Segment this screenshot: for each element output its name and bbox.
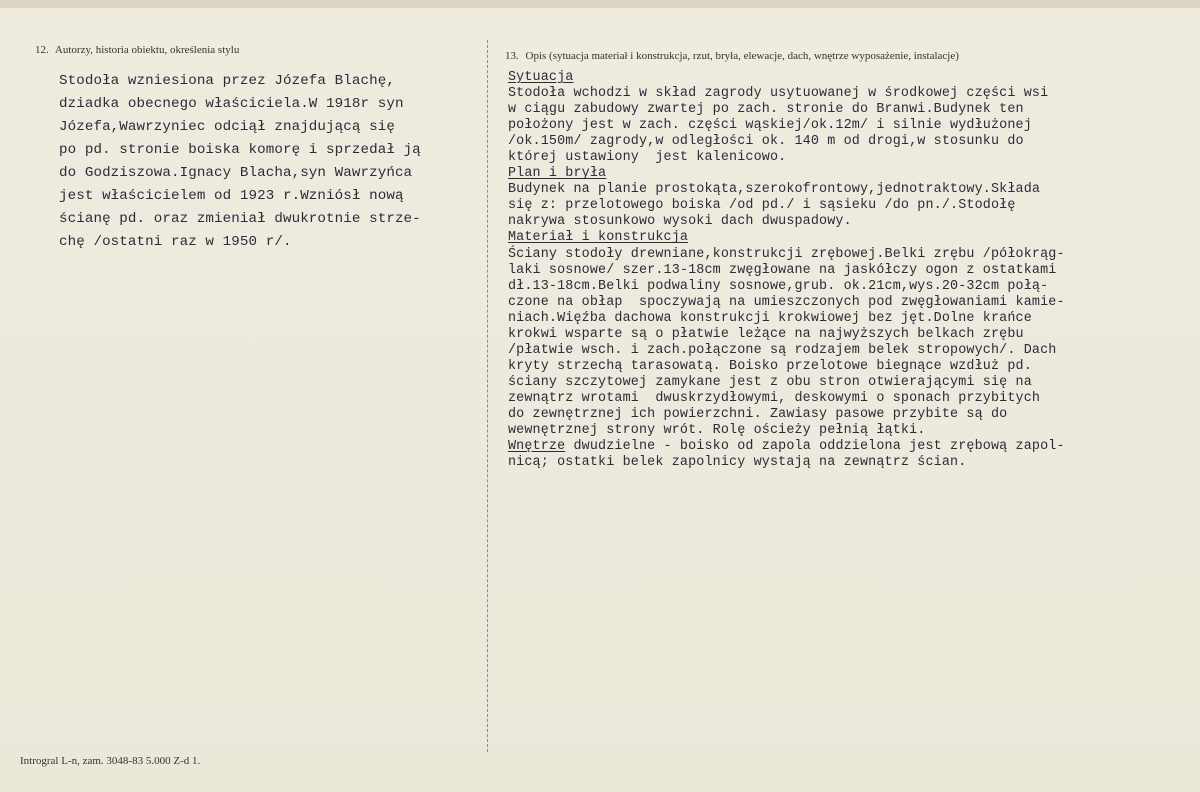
typed-line: zewnątrz wrotami dwuskrzydłowymi, deskowymi o sponach przybitych	[508, 390, 1041, 406]
typed-line: /płatwie wsch. i zach.połączone są rodzajem belek stropowych/. Dach	[508, 342, 1057, 358]
typed-line: dziadka obecnego właściciela.W 1918r syn	[59, 96, 404, 112]
column-divider	[487, 40, 488, 752]
typed-line: w ciągu zabudowy zwartej po zach. stronie do Branwi.Budynek ten	[508, 102, 1024, 118]
typed-line: Józefa,Wawrzyniec odciął znajdującą się	[59, 119, 395, 135]
typed-line: Stodoła wzniesiona przez Józefa Blachę,	[59, 73, 395, 89]
typed-line: ścianę pd. oraz zmieniał dwukrotnie strze-	[59, 211, 421, 227]
section-12-number: 12.	[35, 44, 49, 56]
typed-line: laki sosnowe/ szer.13-18cm zwęgłowane na jaskółczy ogon z ostatkami	[508, 262, 1057, 278]
typed-line: /ok.150m/ zagrody,w odległości ok. 140 m od drogi,w stosunku do	[508, 134, 1024, 150]
typed-line: krokwi wsparte są o płatwie leżące na najwyższych belkach zrębu	[508, 326, 1024, 342]
subsection-heading: Materiał i konstrukcja	[508, 230, 689, 246]
subsection-heading: Plan i bryła	[508, 166, 607, 182]
subsection-heading: Sytuacja	[508, 70, 574, 85]
printer-imprint: Introgral L-n, zam. 3048-83 5.000 Z-d 1.	[20, 755, 201, 767]
typed-line: Stodoła wchodzi w skład zagrody usytuowanej w środkowej części wsi	[508, 86, 1049, 102]
typed-line: po pd. stronie boiska komorę i sprzedał ją	[59, 142, 421, 158]
typed-line: której ustawiony jest kalenicowo.	[508, 150, 787, 166]
typed-line: do Godziszowa.Ignacy Blacha,syn Wawrzyńca	[59, 165, 413, 181]
section-13-header	[505, 50, 959, 62]
typed-line: niach.Więźba dachowa konstrukcji krokwiowej bez jęt.Dolne krańce	[508, 310, 1032, 326]
authors-history-text	[59, 70, 421, 254]
typed-line: czone na obłap spoczywają na umieszczonych pod zwęgłowaniami kamie-	[508, 294, 1065, 310]
typed-line: nakrywa stosunkowo wysoki dach dwuspadowy.	[508, 214, 852, 230]
typed-line: wewnętrznej strony wrót. Rolę ościeży pełnią łątki.	[508, 423, 926, 439]
typed-line: ściany szczytowej zamykane jest z obu stron otwierającymi się na	[508, 374, 1032, 390]
typed-line	[508, 439, 1065, 455]
typed-line: chę /ostatni raz w 1950 r/.	[59, 234, 292, 250]
typed-line: kryty strzechą tarasowatą. Boisko przelotowe biegnące wzdłuż pd.	[508, 358, 1032, 374]
section-13-number: 13.	[505, 50, 519, 62]
typed-line: położony jest w zach. części wąskiej/ok.12m/ i silnie wydłużonej	[508, 118, 1032, 134]
typed-line: się z: przelotowego boiska /od pd./ i sąsieku /do pn./.Stodołę	[508, 198, 1016, 214]
typed-line: Ściany stodoły drewniane,konstrukcji zrębowej.Belki zrębu /półokrąg-	[508, 246, 1065, 262]
typed-line: do zewnętrznej ich powierzchni. Zawiasy pasowe przybite są do	[508, 406, 1008, 422]
subsection-heading: Wnętrze	[508, 439, 566, 455]
section-12-header	[35, 44, 239, 56]
description-text	[508, 70, 1065, 471]
section-12-label: Autorzy, historia obiektu, określenia stylu	[54, 44, 240, 56]
typed-line-rest: dwudzielne - boisko od zapola oddzielona jest zrębową zapol-	[565, 439, 1065, 455]
card-top-edge	[0, 0, 1200, 8]
typed-line: nicą; ostatki belek zapolnicy wystają na zewnątrz ścian.	[508, 455, 967, 471]
typed-line: dł.13-18cm.Belki podwaliny sosnowe,grub. ok.21cm,wys.20-32cm połą-	[508, 278, 1049, 294]
typed-line: Budynek na planie prostokąta,szerokofrontowy,jednotraktowy.Składa	[508, 182, 1041, 198]
typed-line: jest właścicielem od 1923 r.Wzniósł nową	[59, 188, 404, 204]
section-13-label: Opis (sytuacja materiał i konstrukcja, rzut, bryła, elewacje, dach, wnętrze wyposażenie, instalacje)	[525, 50, 959, 62]
